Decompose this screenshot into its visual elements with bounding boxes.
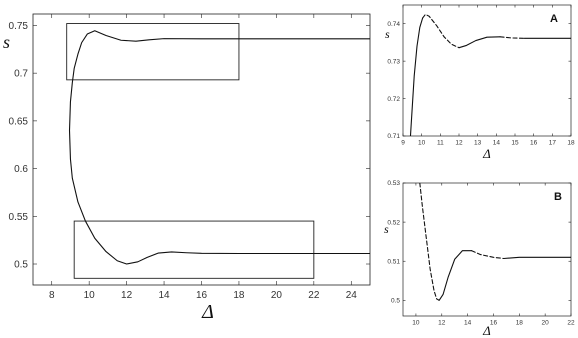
series-line-dashed [500,37,524,39]
series-line-solid [459,37,500,48]
x-tick-label: 18 [515,319,523,327]
y-tick-label: 0.51 [387,258,400,266]
y-tick-label: 0.74 [387,20,400,28]
y-tick-label: 0.75 [8,20,28,32]
x-tick-label: 22 [567,319,575,327]
main-plot-frame [33,14,370,285]
series-line-dashed [471,251,503,259]
x-tick-label: 12 [455,139,463,147]
panel-a-ylabel: s [385,27,390,41]
series-line-solid [410,18,422,136]
y-tick-label: 0.6 [14,164,28,176]
y-tick-label: 0.53 [387,180,400,188]
y-tick-label: 0.52 [387,219,400,227]
panel-b-series [420,183,571,300]
panel-a-letter: A [550,13,558,25]
series-line-solid [504,257,571,258]
y-tick-label: 0.71 [387,133,400,141]
x-tick-label: 17 [548,139,556,147]
x-tick-label: 14 [463,319,472,327]
y-tick-label: 0.73 [387,58,400,66]
panel-a-series [410,14,571,136]
main-ticks [9,14,370,301]
x-tick-label: 8 [48,290,55,301]
x-tick-label: 20 [541,319,549,327]
x-tick-label: 24 [345,290,357,301]
main-xlabel: Δ [202,301,214,323]
series-line-solid [437,251,472,301]
panel-b-letter: B [554,191,562,203]
panel-a-xlabel: Δ [483,146,491,161]
panel-a [385,5,575,161]
zoom-box [74,221,314,278]
x-tick-label: 10 [412,319,420,327]
y-tick-label: 0.65 [8,116,28,128]
panel-a-ticks [387,5,575,147]
series-line-solid [70,31,370,264]
panel-b-ticks [387,180,575,326]
main-panel [3,14,370,323]
x-tick-label: 22 [308,290,320,301]
series-line-dashed [420,183,437,299]
x-tick-label: 10 [83,290,95,301]
series-line-dashed [423,14,459,47]
y-tick-label: 0.72 [387,95,400,103]
panel-a-plot-frame [403,5,571,136]
x-tick-label: 15 [511,139,519,147]
y-tick-label: 0.7 [14,68,28,80]
x-tick-label: 10 [418,139,426,147]
y-tick-label: 0.5 [14,259,28,271]
x-tick-label: 12 [438,319,446,327]
x-tick-label: 18 [567,139,575,147]
panel-b [384,180,575,338]
x-tick-label: 20 [270,290,282,301]
panel-b-ylabel: s [384,222,389,236]
x-tick-label: 14 [492,139,500,147]
main-series [70,31,370,264]
panel-b-xlabel: Δ [483,323,491,338]
y-tick-label: 0.55 [8,211,28,223]
x-tick-label: 18 [233,290,245,301]
x-tick-label: 13 [474,139,482,147]
x-tick-label: 11 [436,139,444,147]
x-tick-label: 12 [121,290,133,301]
x-tick-label: 16 [195,290,208,301]
y-tick-label: 0.5 [390,297,400,305]
x-tick-label: 16 [530,139,538,147]
x-tick-label: 14 [158,290,170,301]
x-tick-label: 9 [401,139,405,147]
x-tick-label: 16 [489,319,498,327]
main-ylabel: s [3,32,11,52]
main-zoom-boxes [67,24,314,279]
